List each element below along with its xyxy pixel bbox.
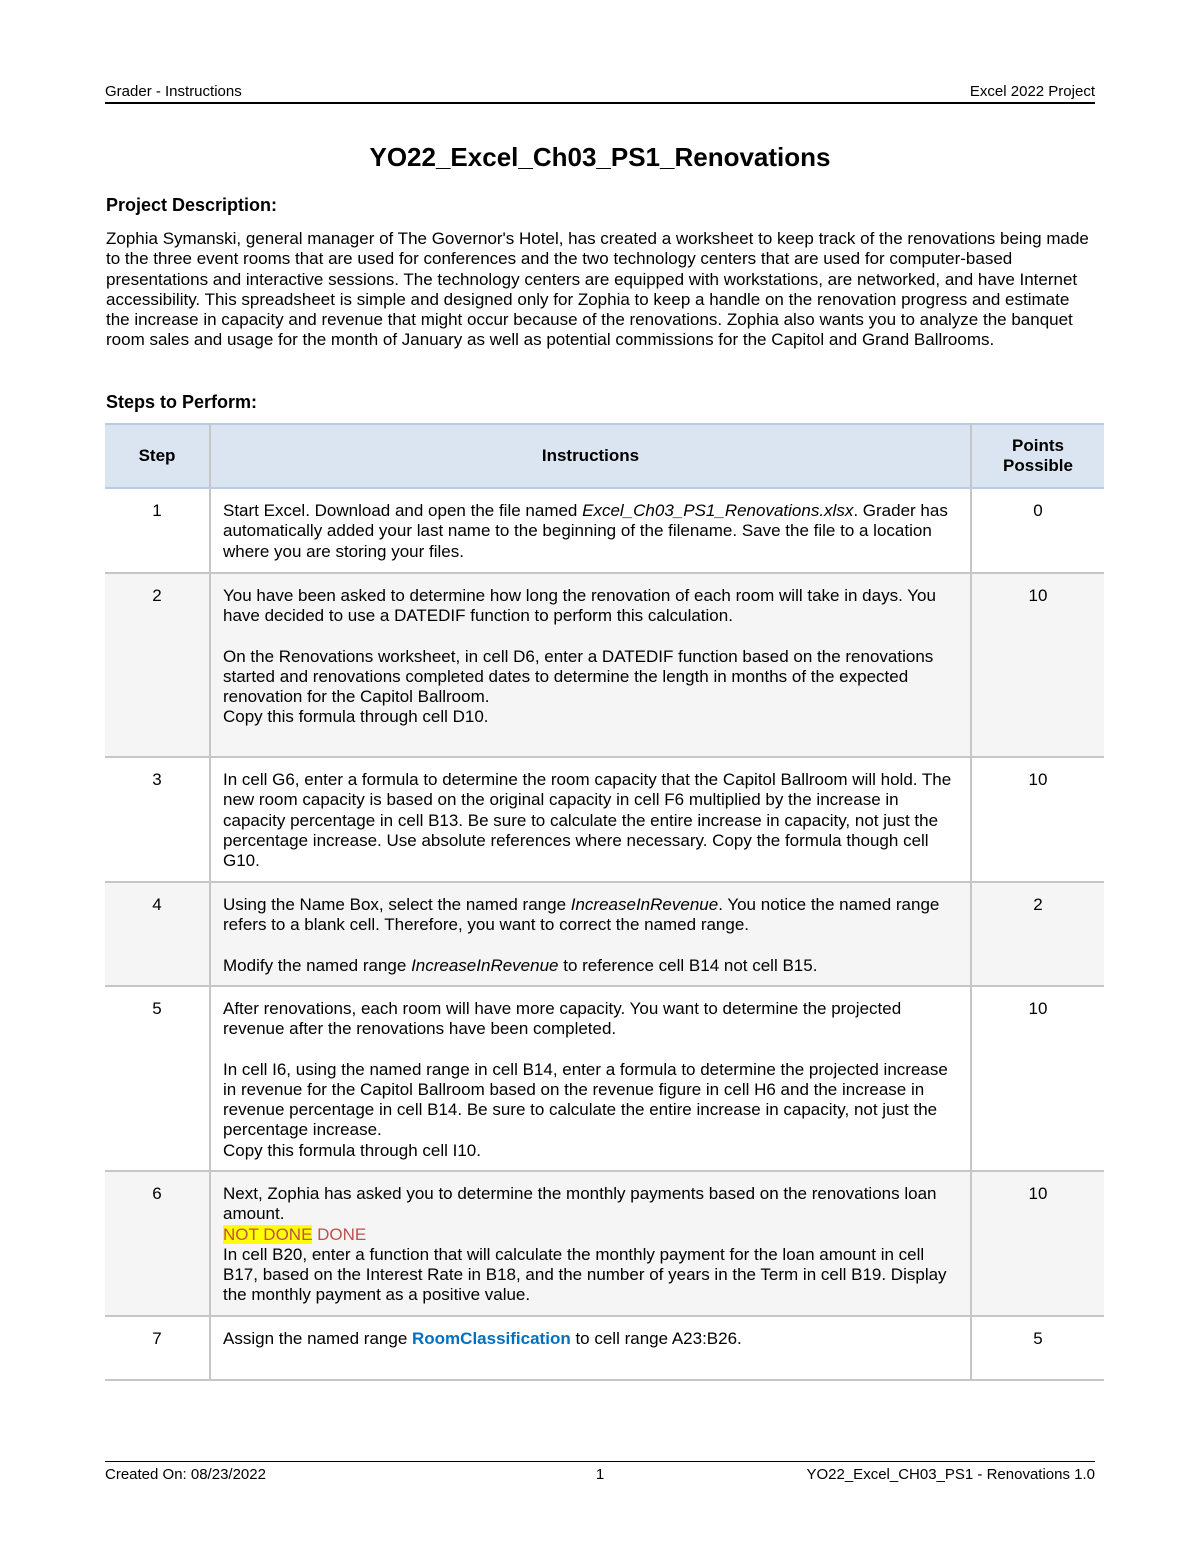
instruction-paragraph: In cell G6, enter a formula to determine the room capacity that the Capitol Ballroom will hold. The new room capacity is based on the original capacity in cell F6 multiplied by the increase in capacity percentage in cell B13. Be sure to calculate the entire increase in capacity, not just the percentage increase. Use absolute references where necessary. Copy the formula though cell G10. xyxy=(223,770,952,871)
status-highlight: NOT DONE xyxy=(223,1224,313,1244)
instruction-paragraph: Next, Zophia has asked you to determine the monthly payments based on the renovations loan amount. xyxy=(223,1184,937,1224)
step-number: 6 xyxy=(105,1171,210,1316)
file-name: Excel_Ch03_PS1_Renovations.xlsx xyxy=(582,501,854,520)
step-points: 0 xyxy=(971,488,1104,573)
instruction-paragraph: Copy this formula through cell I10. xyxy=(223,1140,481,1160)
step-points: 10 xyxy=(971,986,1104,1171)
step-points: 10 xyxy=(971,757,1104,882)
table-row xyxy=(105,757,1104,882)
step-instructions xyxy=(210,986,971,1171)
named-range-link: RoomClassification xyxy=(412,1329,571,1348)
footer-document-id: YO22_Excel_CH03_PS1 - Renovations 1.0 xyxy=(806,1466,1095,1483)
step-instructions xyxy=(210,1316,971,1380)
page-footer xyxy=(105,1461,1095,1484)
step-number: 2 xyxy=(105,573,210,757)
instruction-paragraph: In cell I6, using the named range in cell B14, enter a formula to determine the projected increase in revenue for the Capitol Ballroom based on the revenue figure in cell H6 and the increase in revenue percentage in cell B14. Be sure to calculate the entire increase in capacity, not just the percentage increase. xyxy=(223,1059,948,1140)
footer-page-number: 1 xyxy=(595,1466,605,1483)
step-instructions xyxy=(210,882,971,986)
header-points-line1: Points xyxy=(1012,436,1064,455)
header-right-text: Excel 2022 Project xyxy=(969,83,1095,100)
instruction-paragraph: Copy this formula through cell D10. xyxy=(223,707,489,727)
step-number: 5 xyxy=(105,986,210,1171)
instruction-paragraph: Using the Name Box, select the named range IncreaseInRevenue. You notice the named range refers to a blank cell. Therefore, you want to correct the named range. xyxy=(223,895,940,935)
header-step: Step xyxy=(105,424,210,488)
instruction-paragraph: Assign the named range RoomClassification to cell range A23:B26. xyxy=(223,1329,742,1348)
header-points-line2: Possible xyxy=(1003,456,1073,475)
table-row xyxy=(105,986,1104,1171)
step-number: 1 xyxy=(105,488,210,573)
page-header xyxy=(105,82,1095,104)
step-instructions xyxy=(210,488,971,573)
step-number: 7 xyxy=(105,1316,210,1380)
table-row xyxy=(105,488,1104,573)
table-row xyxy=(105,1316,1104,1380)
step-instructions xyxy=(210,1171,971,1316)
step-number: 4 xyxy=(105,882,210,986)
table-row xyxy=(105,573,1104,757)
instruction-paragraph: On the Renovations worksheet, in cell D6, enter a DATEDIF function based on the renovations started and renovations completed dates to determine the length in months of the expected renovation for the Capitol Ballroom. xyxy=(223,646,934,707)
instruction-paragraph: After renovations, each room will have more capacity. You want to determine the projected revenue after the renovations have been completed. xyxy=(223,999,902,1039)
document-title: YO22_Excel_Ch03_PS1_Renovations xyxy=(369,142,831,172)
step-number: 3 xyxy=(105,757,210,882)
step-points: 2 xyxy=(971,882,1104,986)
instruction-paragraph: Modify the named range IncreaseInRevenue to reference cell B14 not cell B15. xyxy=(223,955,818,975)
project-description-text: Zophia Symanski, general manager of The Governor's Hotel, has created a worksheet to keep track of the renovations being made to the three event rooms that are used for conferences and the two technology centers that are used for computer-based presentations and interactive sessions. The technology centers are equipped with workstations, are networked, and have Internet accessibility. This spreadsheet is simple and designed only for Zophia to keep a handle on the renovation progress and estimate the increase in capacity and revenue that might occur because of the renovations. Zophia also wants you to analyze the banquet room sales and usage for the month of January as well as potential commissions for the Capitol and Grand Ballrooms. xyxy=(106,229,1089,350)
named-range: IncreaseInRevenue xyxy=(570,895,719,914)
step-instructions xyxy=(210,757,971,882)
instruction-paragraph: In cell B20, enter a function that will calculate the monthly payment for the loan amount in cell B17, based on the Interest Rate in B18, and the number of years in the Term in cell B19. Display the monthly payment as a positive value. xyxy=(223,1244,947,1305)
step-instructions xyxy=(210,573,971,757)
table-row xyxy=(105,1171,1104,1316)
step-points: 10 xyxy=(971,573,1104,757)
step-points: 10 xyxy=(971,1171,1104,1316)
status-line xyxy=(223,1225,962,1245)
steps-heading: Steps to Perform: xyxy=(106,392,258,412)
project-description-heading: Project Description: xyxy=(106,195,278,215)
header-instructions: Instructions xyxy=(210,424,971,488)
table-row xyxy=(105,882,1104,986)
footer-created-on: Created On: 08/23/2022 xyxy=(105,1466,266,1483)
header-left-text: Grader - Instructions xyxy=(105,83,242,100)
instruction-paragraph: You have been asked to determine how long the renovation of each room will take in days. You have decided to use a DATEDIF function to perform this calculation. xyxy=(223,586,936,626)
steps-table-header-row xyxy=(105,424,1104,488)
named-range: IncreaseInRevenue xyxy=(411,955,559,975)
step-points: 5 xyxy=(971,1316,1104,1380)
status-plain: DONE xyxy=(312,1224,367,1244)
instruction-paragraph: Start Excel. Download and open the file named Excel_Ch03_PS1_Renovations.xlsx. Grader has automatically added your last name to the beginning of the filename. Save the file to a location where you are storing your files. xyxy=(223,501,948,561)
header-points-possible xyxy=(971,424,1104,488)
steps-table xyxy=(105,423,1104,1381)
